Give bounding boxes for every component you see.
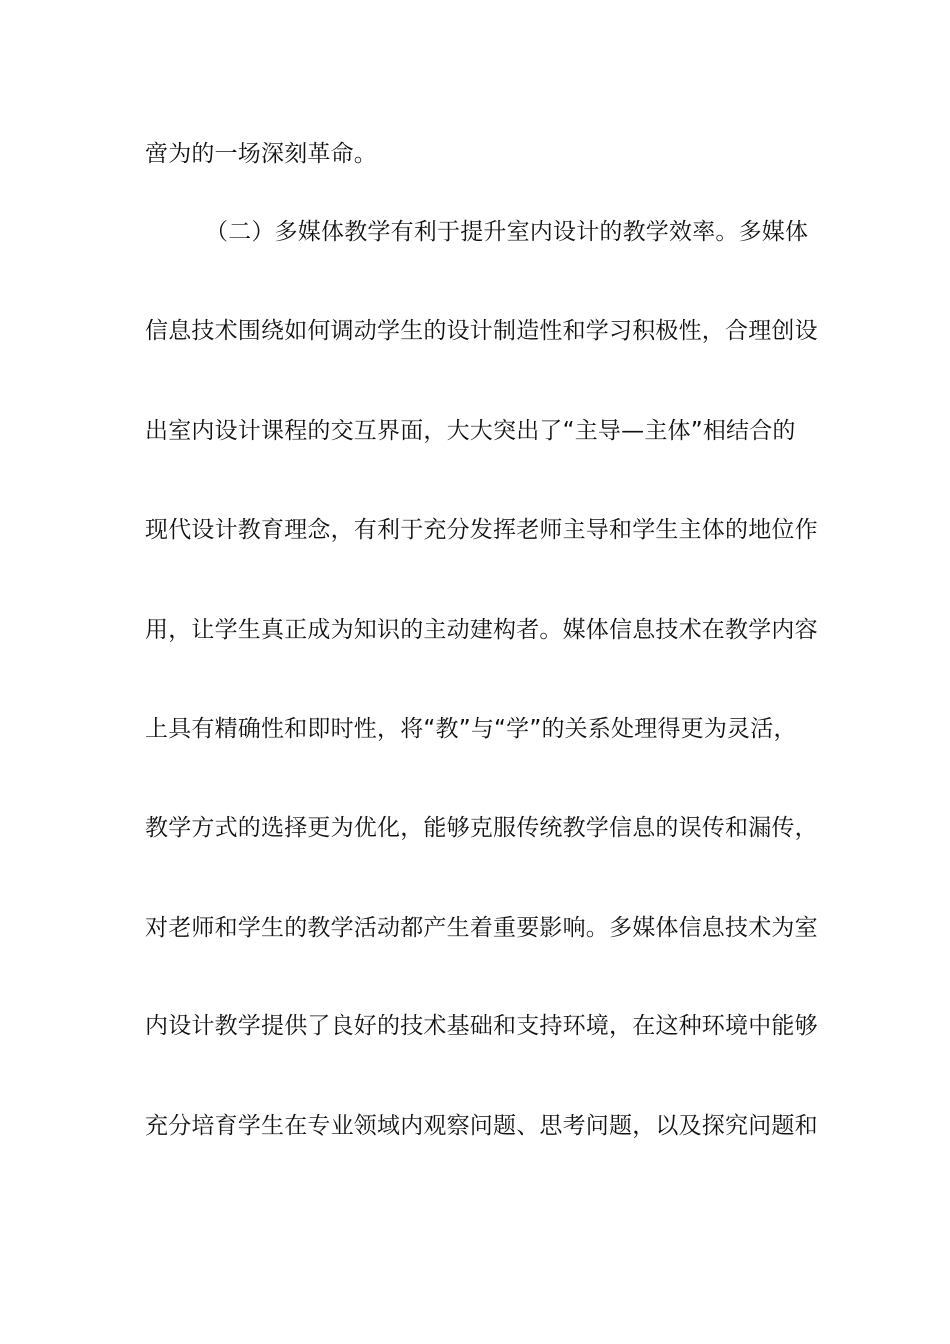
text-line-9: 对老师和学生的教学活动都产生着重要影响。多媒体信息技术为室 xyxy=(145,915,818,941)
text-line-5: 现代设计教育理念，有利于充分发挥老师主导和学生主体的地位作 xyxy=(145,517,818,543)
text-line-6: 用，让学生真正成为知识的主动建构者。媒体信息技术在教学内容 xyxy=(145,617,818,643)
text-line-1: 啻为的一场深刻革命。 xyxy=(145,141,377,167)
text-line-4: 出室内设计课程的交互界面，大大突出了“主导—主体”相结合的 xyxy=(145,418,796,444)
text-line-2-paragraph-start: （二）多媒体教学有利于提升室内设计的教学效率。多媒体 xyxy=(205,219,809,245)
text-line-8: 教学方式的选择更为优化，能够克服传统教学信息的误传和漏传， xyxy=(145,815,818,841)
text-line-10: 内设计教学提供了良好的技术基础和支持环境，在这种环境中能够 xyxy=(145,1013,818,1039)
text-line-11: 充分培育学生在专业领域内观察问题、思考问题，以及探究问题和 xyxy=(145,1113,818,1139)
text-line-3: 信息技术围绕如何调动学生的设计制造性和学习积极性，合理创设 xyxy=(145,318,818,344)
text-line-7: 上具有精确性和即时性，将“教”与“学”的关系处理得更为灵活， xyxy=(145,716,797,742)
